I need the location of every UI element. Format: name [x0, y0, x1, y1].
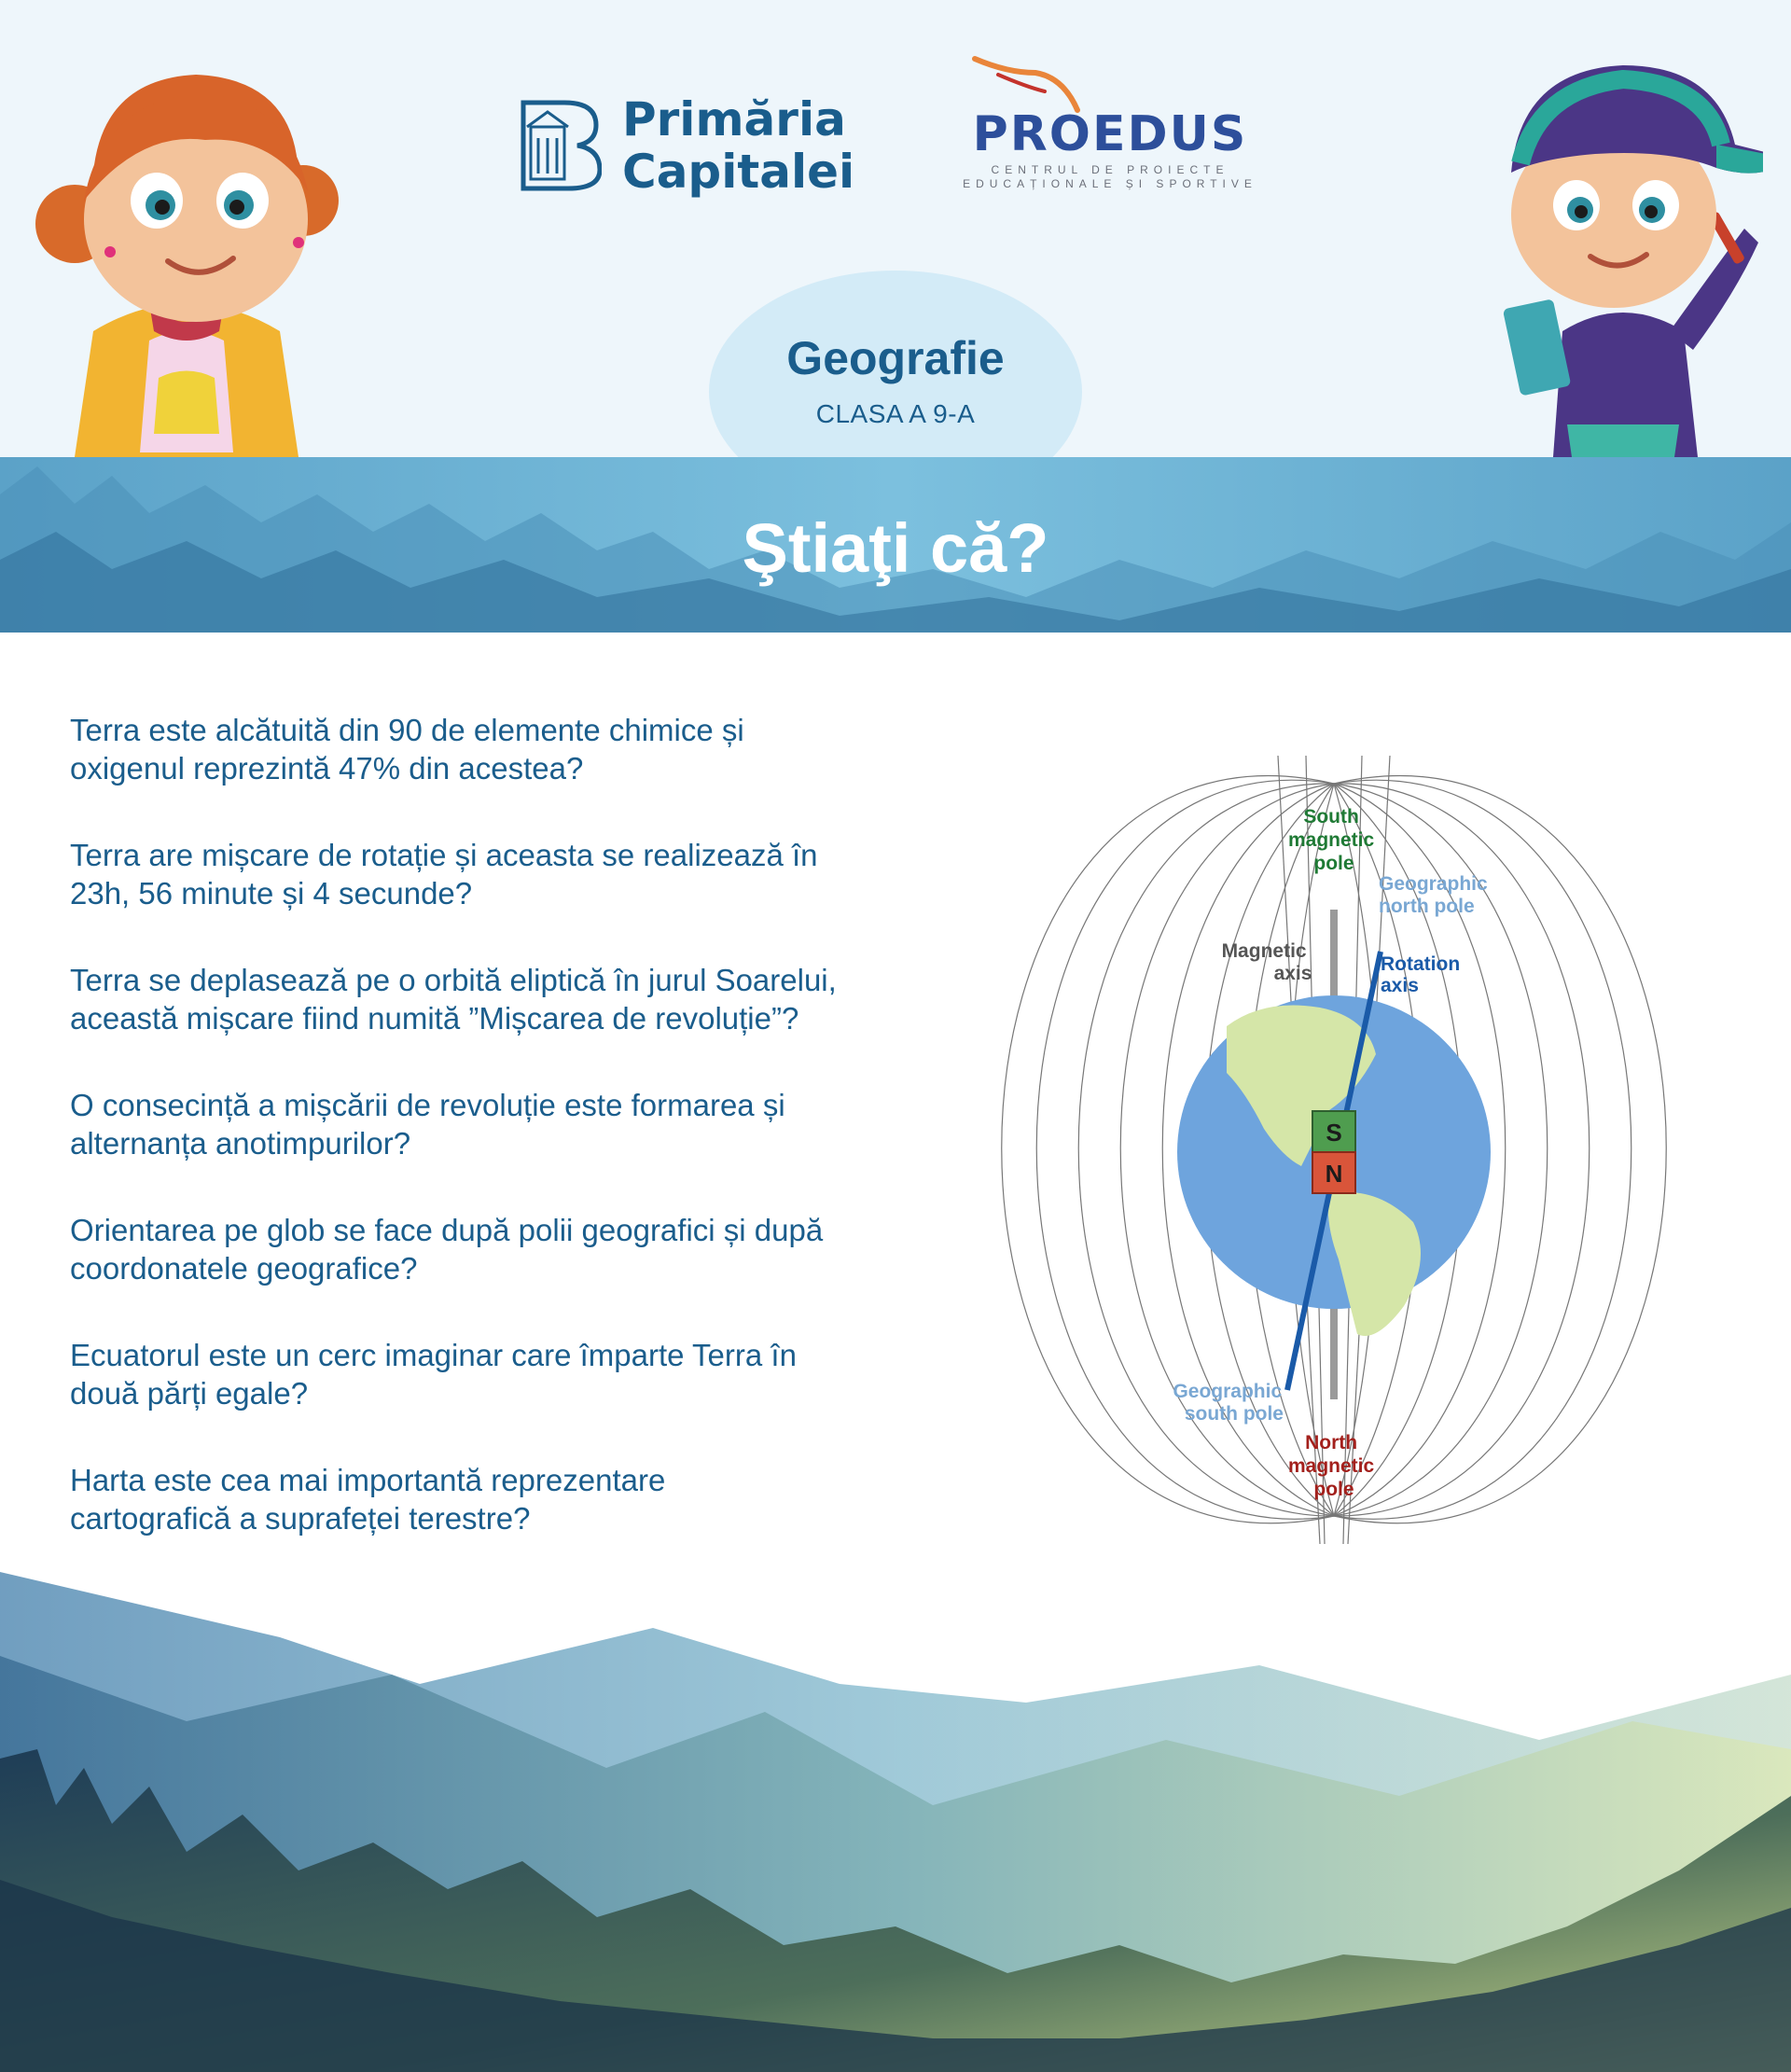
geographic-south-pole-label	[1173, 1381, 1287, 1425]
fact-line: coordonatele geografice?	[70, 1251, 418, 1286]
primaria-logo-text	[622, 93, 854, 198]
primaria-building-icon	[518, 99, 602, 192]
proedus-tagline-line2: EDUCAȚIONALE ȘI SPORTIVE	[963, 177, 1257, 190]
magnetic-axis-line1: Magnetic	[1221, 940, 1307, 962]
fact-line: Ecuatorul este un cerc imaginar care împarte Terra în	[70, 1338, 797, 1372]
facts-list	[70, 711, 909, 1586]
rotation-axis-line1: Rotation	[1381, 953, 1461, 975]
north-magnetic-pole-label	[1288, 1432, 1380, 1500]
fact-item	[70, 1461, 909, 1537]
proedus-logo	[961, 54, 1259, 194]
fact-item	[70, 1211, 909, 1287]
geographic-north-pole-line1: Geographic	[1379, 873, 1488, 895]
geographic-north-pole-line2: north pole	[1379, 896, 1475, 917]
south-magnetic-pole-line3: pole	[1313, 853, 1354, 874]
geographic-north-pole-label	[1379, 873, 1493, 917]
south-magnetic-pole-line2: magnetic	[1287, 829, 1375, 851]
north-magnetic-pole-line2: magnetic	[1287, 1455, 1375, 1477]
fact-line: două părți egale?	[70, 1376, 309, 1411]
geographic-south-pole-line2: south pole	[1184, 1403, 1284, 1425]
fact-item	[70, 961, 909, 1037]
fact-line: Terra are mișcare de rotație și aceasta se realizează în	[70, 838, 818, 872]
rotation-axis-label	[1381, 953, 1465, 996]
magnet-north-label: N	[1325, 1160, 1343, 1188]
fact-item	[70, 836, 909, 912]
magnetic-axis-label	[1222, 940, 1312, 984]
girl-mascot-illustration	[19, 61, 354, 457]
class-level: CLASA A 9-A	[815, 399, 976, 428]
fact-line: Orientarea pe glob se face după polii geografici și după	[70, 1213, 824, 1247]
fact-line: oxigenul reprezintă 47% din acestea?	[70, 751, 584, 786]
subject-title: Geografie	[786, 332, 1005, 384]
fact-item	[70, 1086, 909, 1162]
fact-line: această mișcare fiind numită ”Mișcarea de revoluție”?	[70, 1001, 799, 1036]
fact-line: Terra se deplasează pe o orbită eliptică în jurul Soarelui,	[70, 963, 837, 997]
earth-magnetic-field-diagram	[909, 756, 1768, 1544]
proedus-name: PROEDUS	[972, 106, 1248, 162]
magnet-south-label: S	[1326, 1119, 1342, 1147]
primaria-logo-line2: Capitalei	[622, 145, 855, 199]
banner-title: Ştiaţi că?	[742, 509, 1049, 587]
fact-line: 23h, 56 minute și 4 secunde?	[70, 876, 473, 911]
north-magnetic-pole-line1: North	[1305, 1432, 1358, 1453]
fact-line: cartografică a suprafeței terestre?	[70, 1501, 531, 1536]
south-magnetic-pole-line1: South	[1303, 806, 1359, 827]
fact-line: Terra este alcătuită din 90 de elemente chimice și	[70, 713, 744, 747]
fact-line: O consecință a mișcării de revoluție este formarea și	[70, 1088, 785, 1122]
proedus-tagline-line1: CENTRUL DE PROIECTE	[991, 163, 1229, 176]
fact-line: alternanța anotimpurilor?	[70, 1126, 411, 1161]
boy-mascot-illustration	[1483, 51, 1763, 457]
geographic-south-pole-line1: Geographic	[1173, 1381, 1283, 1402]
primaria-logo-line1: Primăria	[622, 92, 846, 146]
bar-magnet	[1312, 1111, 1355, 1193]
magnetic-axis-line2: axis	[1273, 963, 1312, 984]
fact-item	[70, 711, 909, 787]
primaria-capitalei-logo	[518, 92, 855, 199]
north-magnetic-pole-line3: pole	[1313, 1479, 1354, 1500]
rotation-axis-line2: axis	[1381, 975, 1419, 996]
page-header	[0, 0, 1791, 457]
south-magnetic-pole-label	[1288, 806, 1380, 874]
fact-line: Harta este cea mai importantă reprezentare	[70, 1463, 666, 1497]
mountain-landscape-illustration	[0, 1572, 1791, 2072]
fact-item	[70, 1336, 909, 1412]
